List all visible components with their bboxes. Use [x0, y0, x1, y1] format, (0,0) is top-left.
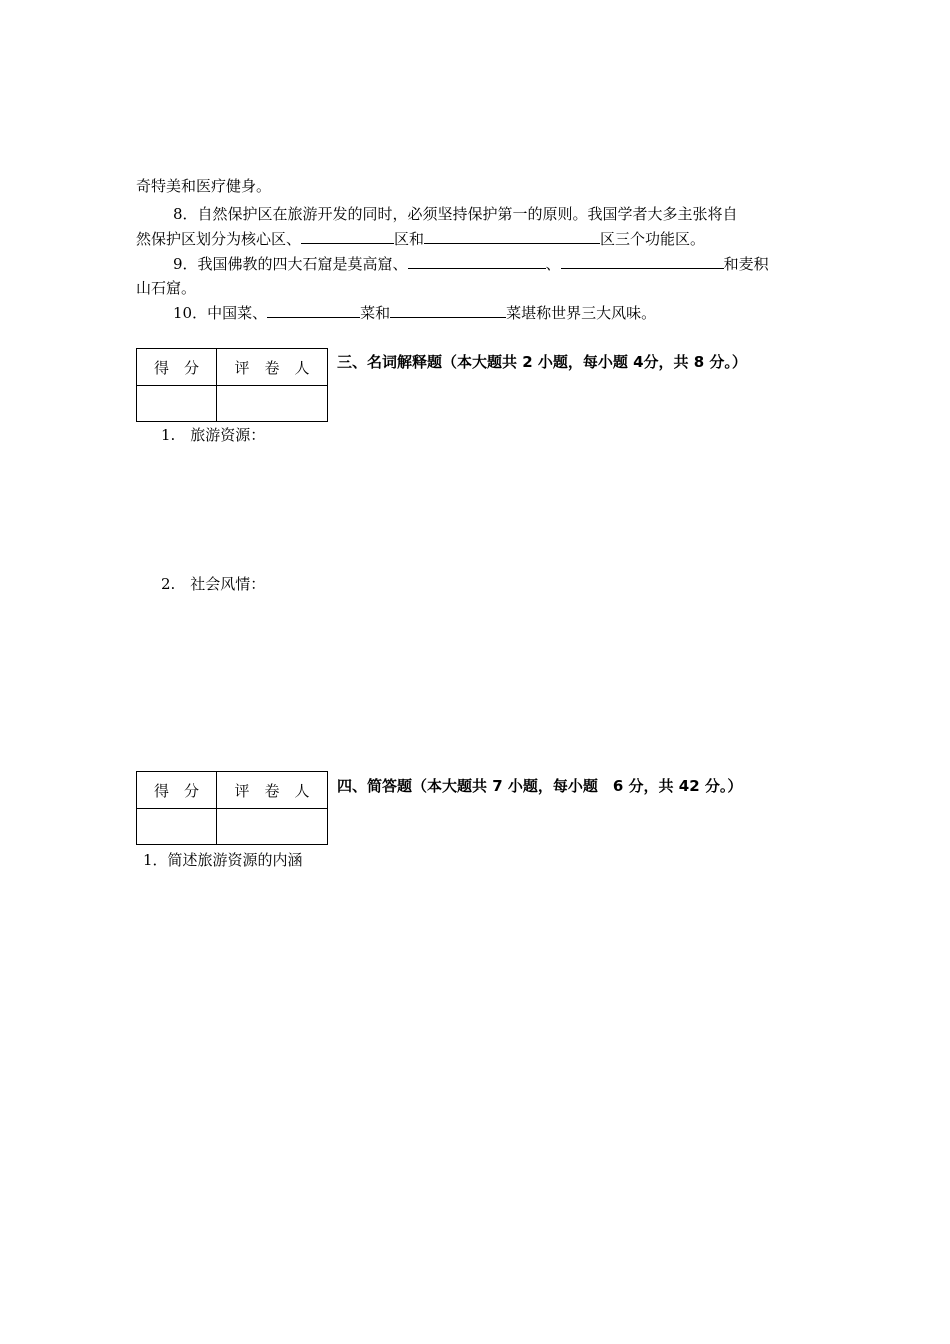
section-4-heading: 四、简答题（本大题共 7 小题，每小题 6 分，共 42 分。） — [337, 777, 743, 795]
question-8-line-2 — [136, 228, 705, 249]
question-8-text-a: 然保护区划分为核心区、 — [136, 230, 302, 248]
blank-8-2[interactable] — [424, 228, 600, 244]
question-9-line-1 — [173, 253, 769, 274]
blank-8-1[interactable] — [301, 228, 394, 244]
question-10-text-b: 菜和 — [360, 304, 391, 322]
score-label: 得 分 — [137, 349, 217, 386]
section-3-item-1: 1. 旅游资源： — [161, 426, 266, 444]
score-cell[interactable] — [137, 386, 217, 422]
grader-label: 评 卷 人 — [217, 349, 328, 386]
question-10-text-a: 10．中国菜、 — [173, 304, 268, 322]
score-label: 得 分 — [137, 772, 217, 809]
grader-cell[interactable] — [217, 809, 328, 845]
score-box-section-3 — [136, 348, 328, 422]
question-9-line-2: 山石窟。 — [136, 279, 197, 297]
question-9-text-c: 和麦积 — [723, 255, 769, 273]
score-cell[interactable] — [137, 809, 217, 845]
section-3-heading: 三、名词解释题（本大题共 2 小题，每小题 4分，共 8 分。） — [337, 353, 747, 371]
question-8-line-1: 8．自然保护区在旅游开发的同时，必须坚持保护第一的原则。我国学者大多主张将自 — [173, 205, 738, 223]
question-9-text-b: 、 — [545, 255, 561, 273]
blank-10-2[interactable] — [390, 302, 506, 318]
question-10-line — [173, 302, 656, 323]
score-box-section-4 — [136, 771, 328, 845]
section-3-item-2: 2. 社会风情： — [161, 575, 266, 593]
question-7-continuation: 奇特美和医疗健身。 — [136, 177, 272, 195]
blank-10-1[interactable] — [267, 302, 360, 318]
blank-9-1[interactable] — [408, 253, 546, 269]
question-10-text-c: 菜堪称世界三大风味。 — [506, 304, 657, 322]
blank-9-2[interactable] — [561, 253, 724, 269]
question-9-text-a: 9．我国佛教的四大石窟是莫高窟、 — [173, 255, 408, 273]
question-8-text-b: 区和 — [394, 230, 425, 248]
section-4-item-1: 1．简述旅游资源的内涵 — [143, 851, 303, 869]
grader-cell[interactable] — [217, 386, 328, 422]
grader-label: 评 卷 人 — [217, 772, 328, 809]
question-8-text-c: 区三个功能区。 — [600, 230, 706, 248]
